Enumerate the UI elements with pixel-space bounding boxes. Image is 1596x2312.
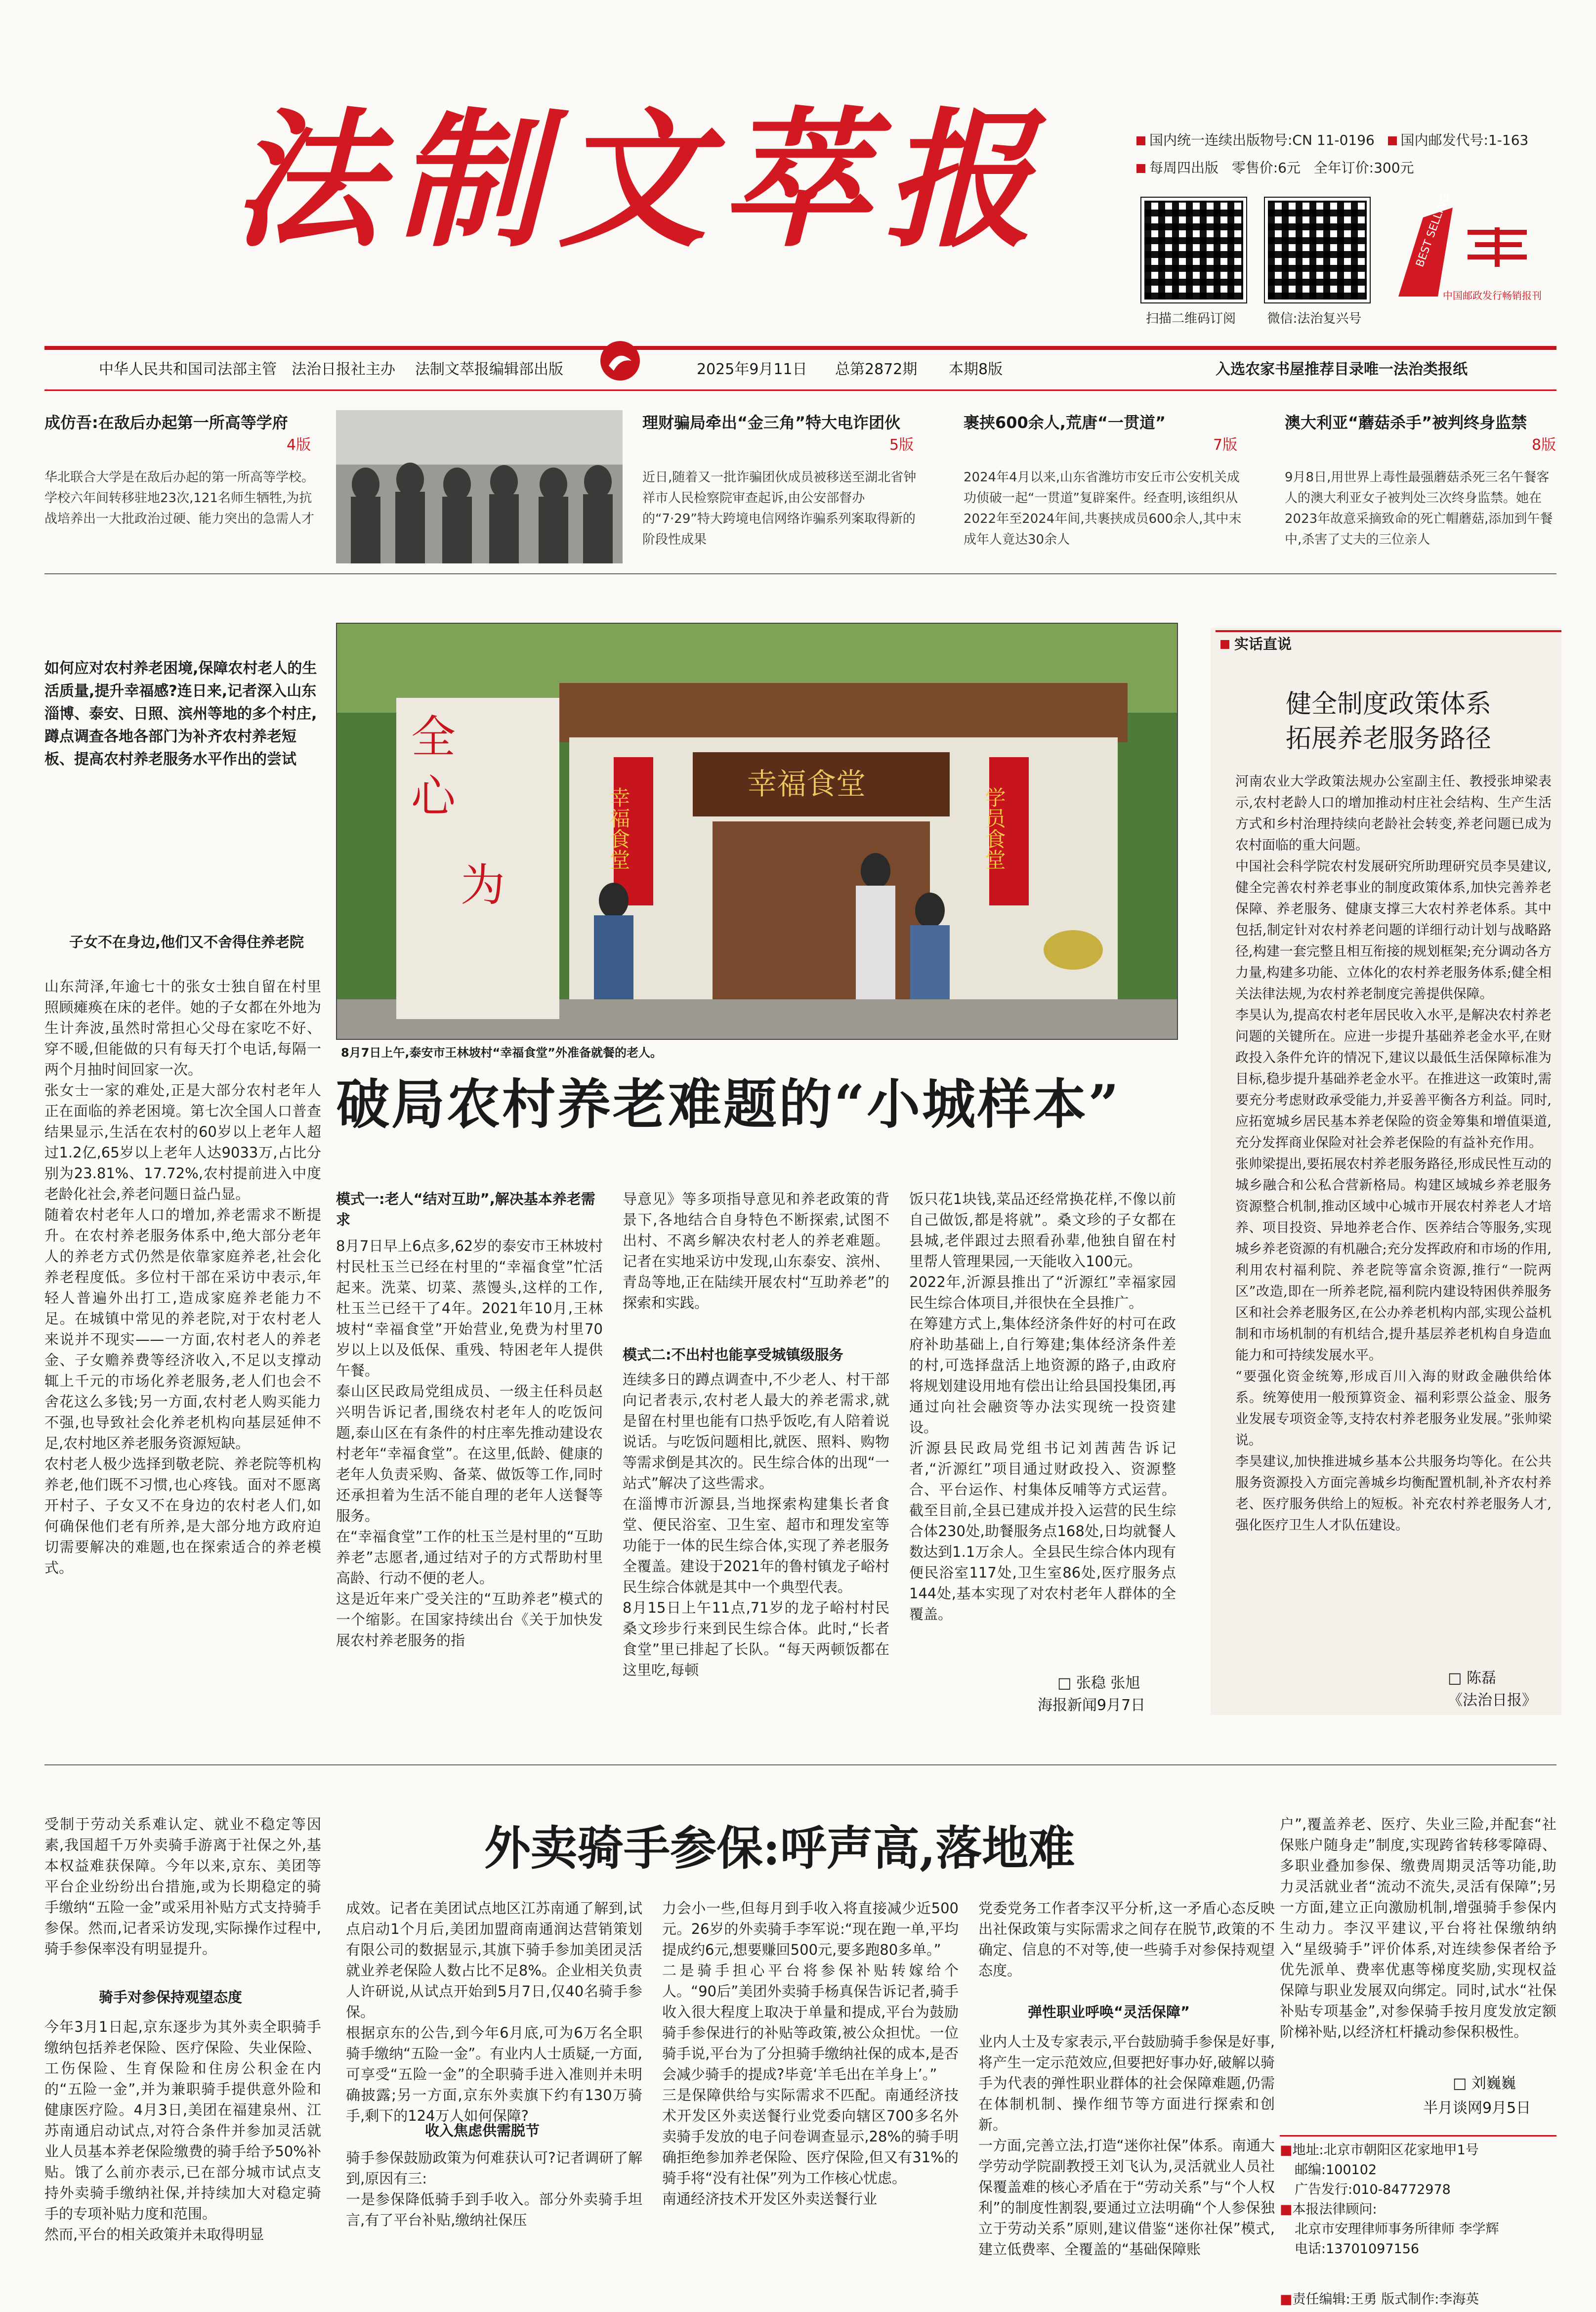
- red-square-icon: [1136, 136, 1145, 145]
- china-post-badge-icon: [1393, 192, 1556, 306]
- subscribe-qr-code[interactable]: [1141, 198, 1246, 302]
- sponsor-paper: 法治日报社主办: [292, 361, 395, 378]
- second-col3: 力会小一些,但每月到手收入将直接减少近500元。26岁的外卖骑手李军说:“现在跑一单,平均提成约6元,想要赚回500元,要多跑80多单。” 二是骑手担心平台将参保补贴转嫁给个人。“90后”美团外卖骑手杨真保告诉记者,骑手收入很大程度上取决于单量和提成,平台为鼓励骑手参保进行的补贴等政策,被公众担忧。一位骑手说,平台为了分担骑手缴纳社保的成本,是否会减少骑手的提成?毕竟‘羊毛出在羊身上’。” 三是保障供给与实际需求不匹配。南通经济技术开发区外卖送餐行业党委向辖区700多名外卖骑手发放的电子问卷调查显示,28%的骑手明确拒绝参加养老保险、医疗保险,但又有31%的骑手将“没有社保”列为工作核心忧虑。 南通经济技术开发区外卖送餐行业: [662, 1900, 959, 2207]
- photo-caption: 8月7日上午,泰安市王林坡村“幸福食堂”外准备就餐的老人。: [341, 1046, 663, 1060]
- second-col1-head: 骑手对参保持观望态度: [99, 1989, 243, 2006]
- paper-info-box: [1280, 2135, 1556, 2285]
- paper-emblem-icon: [598, 339, 642, 383]
- counsel-phone: 电话:13701097156: [1295, 2241, 1420, 2257]
- sidebar-body: 河南农业大学政策法规办公室副主任、教授张坤梁表示,农村老龄人口的增加推动村庄社会结构、生产生活方式和乡村治理持续向老龄社会转变,养老问题已成为农村面临的重大问题。 中国社会科学院农村发展研究所助理研究员李昊建议,健全完善农村养老事业的制度政策体系,加快完善养老保障、养老服务、健康支撑三大农村养老体系。其中包括,制定针对农村养老问题的详细行动计划与战略路径,构建一套完整且相互衔接的规划框架;充分调动各方力量,构建多功能、立体化的农村养老服务体系;健全相关法律法规,为农村养老制度完善提供保障。 李昊认为,提高农村老年居民收入水平,是解决农村养老问题的关键所在。应进一步提升基础养老金水平,在财政投入条件允许的情况下,建议以最低生活保障标准为目标,稳步提升基础养老金水平。在推进这一政策时,需要充分考虑财政承受能力,并妥善平衡各方利益。同时,应拓宽城乡居民基本养老保险的资金筹集和增值渠道,充分发挥商业保险对社会养老保险的有益补充作用。 张帅梁提出,要拓展农村养老服务路径,形成民性互动的城乡融合和公私合营新格局。构建区域城乡养老服务资源整合机制,推动区域中心城市开展农村养老人才培养、项目投资、异地养老合作、医养结合等服务,实现城乡养老资源的有机融合;充分发挥政府和市场的作用,利用农村福利院、养老院等富余资源,推行“一院两区”改造,即在一所养老院,福利院内建设特困供养服务区和社会养老服务区,在公办养老机构内部,实现公益机制和市场机制的有机结合,提升基层养老机构自身造血能力和可持续发展水平。 “要强化资金统筹,形成百川入海的财政金融供给体系。统筹使用一般预算资金、福利彩票公益金、服务业发展专项资金等,支持农村养老服务业发展。”张帅梁说。 李昊建议,加快推进城乡基本公共服务均等化。在公共服务资源投入方面完善城乡均衡配置机制,补齐农村养老、医疗服务供给上的短板。补充农村养老服务人才,强化医疗卫生人才队伍建设。: [1235, 774, 1552, 1533]
- publish-frequency: 每周四出版: [1149, 160, 1219, 176]
- address-text: 地址:北京市朝阳区花家地甲1号: [1292, 2142, 1479, 2158]
- lead-col2-head: 模式一:老人“结对互助”,解决基本养老需求: [336, 1191, 595, 1228]
- divider: [44, 573, 1556, 574]
- counsel-label-row: ■本报法律顾问:: [1280, 2202, 1377, 2217]
- slogan: 入选农家书屋推荐目录唯一法治类报纸: [1216, 361, 1468, 378]
- lead-col3b: 连续多日的蹲点调查中,不少老人、村干部向记者表示,农村老人最大的养老需求,就是留在村里也能有口热乎饭吃,有人陪着说说话。与吃饭问题相比,就医、照料、购物等需求倒是其次的。民生综合体的出现“一站式”解决了这些需求。 在淄博市沂源县,当地探索构建集长者食堂、便民浴室、卫生室、超市和理发室等功能于一体的民生综合体,实现了养老服务全覆盖。建设于2021年的鲁村镇龙子峪村民生综合体就是其中一个典型代表。 8月15日上午11点,71岁的龙子峪村村民桑文珍步行来到民生综合体。此时,“长者食堂”里已排起了长队。“每天两顿饭都在这里吃,每顿: [623, 1371, 889, 1678]
- annual-price: 全年订价:300元: [1313, 160, 1414, 176]
- second-col4-head: 弹性职业呼唤“灵活保障”: [1028, 2004, 1190, 2020]
- second-col2: 成效。记者在美团试点地区江苏南通了解到,试点启动1个月后,美团加盟商南通润达营销策划有限公司的数据显示,其旗下骑手参加美团灵活就业养老保险人数占比不足8%。企业相关负责人许研说,从试点开始到5月7日,仅40名骑手参保。 根据京东的公告,到今年6月底,可为6万名全职骑手缴纳“五险一金”。有业内人士质疑,一方面,可享受“五险一金”的全职骑手进入准则并未明确披露;另一方面,京东外卖旗下约有130万骑手,剩下的124万人如何保障?: [346, 1900, 642, 2124]
- teaser-title-3[interactable]: 裹挟600余人,荒唐“一贯道”: [964, 413, 1166, 432]
- second-col4b: 业内人士及专家表示,平台鼓励骑手参保是好事,将产生一定示范效应,但要把好事办好,破解以骑手为代表的弹性职业群体的社会保障难题,仍需在体制机制、操作细节等方面进行探索和创新。 一方面,完善立法,打造“迷你社保”体系。南通大学劳动学院副教授王刘飞认为,灵活就业人员社保覆盖难的核心矛盾在于“劳动关系”与“个人权利”的制度性割裂,要通过立法明确“个人参保独立于劳动关系”原则,建议借鉴“迷你社保”模式,建立低费率、全覆盖的“基础保障账: [978, 2033, 1275, 2258]
- second-headline: 外卖骑手参保:呼声高,落地难: [484, 1821, 1075, 1876]
- publication-info-bar: [44, 346, 1556, 391]
- teaser-version-3: 7版: [1213, 436, 1238, 454]
- issue-number: 总第2872期: [835, 361, 918, 378]
- second-col2-head: 收入焦虑供需脱节: [425, 2122, 540, 2139]
- teaser-title-4[interactable]: 澳大利亚“蘑菇杀手”被判终身监禁: [1285, 413, 1527, 432]
- postal-tag-text: BEST SELLING: [1414, 192, 1452, 269]
- teaser-title-2[interactable]: 理财骗局牵出“金三角”特大电诈团伙: [642, 413, 901, 432]
- lead-col1: 山东菏泽,年逾七十的张女士独自留在村里照顾瘫痪在床的老伴。她的子女都在外地为生计奔波,虽然时常担心父母在家吃不好、穿不暖,但能做的只有每天打个电话,每隔一两个月抽时间回家一次。 张女士一家的难处,正是大部分农村老年人正在面临的养老困境。第七次全国人口普查结果显示,生活在农村的60岁以上老年人超过1.2亿,65岁以上老年人达9033万,占比分别为23.81%、17.72%,农村提前进入中度老龄化社会,养老问题日益凸显。 随着农村老年人口的增加,养老需求不断提升。在农村养老服务体系中,绝大部分老年人的养老方式仍然是依靠家庭养老,社会化养老程度低。多位村干部在采访中表示,年轻人普遍外出打工,造成家庭养老能力不足。在城镇中常见的养老院,对于农村老人来说并不现实——一方面,农村老人的养老金、子女赡养费等经济收入,不足以支撑动辄上千元的市场化养老服务,老人们也会不舍花这么多钱;另一方面,农村老人购买能力不强,也导致社会化养老机构向基层延伸不足,农村地区养老服务资源短缺。 农村老人极少选择到敬老院、养老院等机构养老,他们既不习惯,也心疼钱。面对不愿离开村子、子女又不在身边的农村老人们,如何确保他们老有所养,是大部分地方政府迫切需要解决的难题,也在探索适合的养老模式。: [44, 978, 321, 1576]
- zip: 邮编:100102: [1295, 2162, 1377, 2178]
- second-col2b: 骑手参保鼓励政策为何难获认可?记者调研了解到,原因有三: 一是参保降低骑手到手收入。部分外卖骑手坦言,有了平台补贴,缴纳社保压: [346, 2149, 642, 2228]
- sign-center: 幸福食堂: [747, 767, 866, 802]
- editor-line: ■责任编辑:王勇 版式制作:李海英: [1280, 2292, 1479, 2307]
- teaser-body-4: 9月8日,用世界上毒性最强蘑菇杀死三名午餐客人的澳大利亚女子被判处三次终身监禁。她在2023年故意采摘致命的死亡帽蘑菇,添加到午餐中,杀害了丈夫的三位亲人: [1285, 470, 1553, 547]
- counsel: 北京市安理律师事务所律师 李学辉: [1295, 2222, 1499, 2237]
- lead-source: 海报新闻9月7日: [1038, 1697, 1146, 1714]
- publication-info-line-2: [1136, 157, 1414, 177]
- editor-text: 责任编辑:王勇 版式制作:李海英: [1292, 2292, 1479, 2307]
- postal-code: 国内邮发代号:1-163: [1400, 132, 1529, 148]
- red-square-icon: [1220, 640, 1229, 649]
- publisher: 法制文萃报编辑部出版: [415, 361, 563, 378]
- svg-text:为: 为: [461, 859, 505, 911]
- sponsor-ministry: 中华人民共和国司法部主管: [99, 361, 277, 378]
- teaser-body-2: 近日,随着又一批诈骗团伙成员被移送至湖北省钟祥市人民检察院审查起诉,由公安部督办的“7·29”特大跨境电信网络诈骗系列案取得新的阶段性成果: [642, 470, 917, 547]
- lead-headline: 破局农村养老难题的“小城样本”: [336, 1073, 1121, 1136]
- teaser-version-1: 4版: [287, 436, 311, 454]
- historic-photo: [336, 410, 623, 563]
- sign-left: 幸福食堂: [606, 787, 631, 870]
- canteen-photo: [336, 623, 1178, 1040]
- second-source: 半月谈网9月5日: [1423, 2099, 1531, 2117]
- photo-wall-text: 全: [411, 711, 456, 763]
- red-square-icon: [1136, 164, 1145, 173]
- teaser-version-2: 5版: [889, 436, 914, 454]
- second-col1: 受制于劳动关系难认定、就业不稳定等因素,我国超千万外卖骑手游离于社保之外,基本权益难获保障。今年以来,京东、美团等平台企业纷纷出台措施,或为长期稳定的骑手缴纳“五险一金”或采用补贴方式支持骑手参保。然而,记者采访发现,实际操作过程中,骑手参保率没有明显提升。: [44, 1816, 321, 1957]
- divider: [44, 1764, 1556, 1765]
- sidebar-byline: □ 陈磊: [1448, 1670, 1496, 1687]
- sidebar-header: [1216, 630, 1561, 657]
- sidebar-source: 《法治日报》: [1448, 1692, 1537, 1709]
- sidebar-title-1: 健全制度政策体系: [1285, 689, 1491, 719]
- publication-info-line-1: [1136, 129, 1528, 149]
- retail-price: 零售价:6元: [1231, 160, 1301, 176]
- wechat-qr-code[interactable]: [1265, 198, 1370, 302]
- lead-col4: 饭只花1块钱,菜品还经常换花样,不像以前自己做饭,都是将就”。桑文珍的子女都在县城,老伴跟过去照看孙辈,他独自留在村里帮人管理果园,一天能收入100元。 2022年,沂源县推出了“沂源红”幸福家园民生综合体项目,并很快在全县推广。 在筹建方式上,集体经济条件好的村可在政府补助基础上,自行筹建;集体经济条件差的村,可选择盘活上地资源的路子,由政府将规划建设用地有偿出让给县国投集团,再通过向社会融资等办法实现统一投资建设。 沂源县民政局党组书记刘茜茜告诉记者,“沂源红”项目通过财政投入、资源整合、平台运作、村集体反哺等方式运营。截至目前,全县已建成并投入运营的民生综合体230处,助餐服务点168处,日均就餐人数达到1.1万余人。全县民生综合体内现有便民浴室117处,卫生室86处,医疗服务点144处,基本实现了对农村老年人群体的全覆盖。: [909, 1191, 1176, 1623]
- lead-col3: 导意见》等多项指导意见和养老政策的背景下,各地结合自身特色不断探索,试图不出村、不离乡解决农村老人的养老难题。记者在实地采访中发现,山东泰安、滨州、青岛等地,正在陆续开展农村“互助养老”的探索和实践。: [623, 1191, 889, 1311]
- second-byline: □ 刘巍巍: [1453, 2075, 1516, 2092]
- counsel-label: 本报法律顾问:: [1292, 2202, 1377, 2217]
- lead-col1-head: 子女不在身边,他们又不舍得住养老院: [69, 934, 304, 950]
- page-count: 本期8版: [949, 361, 1003, 378]
- lead-col2: 8月7日早上6点多,62岁的泰安市王林坡村村民杜玉兰已经在村里的“幸福食堂”忙活起来。洗菜、切菜、蒸馒头,这样的工作,杜玉兰已经干了4年。2021年10月,王林坡村“幸福食堂”开始营业,免费为村里70岁以上以及低保、重残、特困老年人提供午餐。 泰山区民政局党组成员、一级主任科员赵兴明告诉记者,围绕农村老年人的吃饭问题,泰山区在有条件的村庄率先推动建设农村老年“幸福食堂”。在这里,低龄、健康的老年人负责采购、备菜、做饭等工作,同时还承担着为生活不能自理的老年人送餐等服务。 在“幸福食堂”工作的杜玉兰是村里的“互助养老”志愿者,通过结对子的方式帮助村里高龄、行动不便的老人。 这是近年来广受关注的“互助养老”模式的一个缩影。在国家持续出台《关于加快发展农村养老服务的指: [336, 1238, 603, 1649]
- serial-number: 国内统一连续出版物号:CN 11-0196: [1149, 132, 1375, 148]
- qr2-caption: 微信:法治复兴号: [1267, 311, 1362, 326]
- second-col5: 户”,覆盖养老、医疗、失业三险,并配套“社保账户随身走”制度,实现跨省转移零障碍、多职业叠加参保、缴费周期灵活等功能,助力灵活就业者“流动不流失,灵活有保障”;另一方面,建立正向激励机制,增强骑手参保内生动力。李汉平建议,平台将社保缴纳纳入“星级骑手”评价体系,对连续参保者给予优先派单、费率优惠等梯度奖励,实现权益保障与职业发展双向绑定。同时,试水“社保补贴专项基金”,对参保骑手按月度发放定额阶梯补贴,以经济杠杆撬动参保积极性。: [1280, 1816, 1556, 2040]
- lead-byline: □ 张稳 张旭: [1057, 1674, 1140, 1692]
- address: ■地址:北京市朝阳区花家地甲1号: [1280, 2142, 1479, 2158]
- teaser-body-1: 华北联合大学是在敌后办起的第一所高等学校。学校六年间转移驻地23次,121名师生牺牲,为抗战培养出一大批政治过硬、能力突出的急需人才: [44, 470, 315, 526]
- sidebar-title-2: 拓展养老服务路径: [1285, 724, 1491, 754]
- teaser-body-3: 2024年4月以来,山东省潍坊市安丘市公安机关成功侦破一起“一贯道”复辟案件。经查明,该组织从2022年至2024年间,共裹挟成员600余人,其中末成年人竟达30余人: [964, 470, 1242, 547]
- second-col1b: 今年3月1日起,京东逐步为其外卖全职骑手缴纳包括养老保险、医疗保险、失业保险、工伤保险、生育保险和住房公积金在内的“五险一金”,并为兼职骑手提供意外险和健康医疗险。4月3日,美团在福建泉州、江苏南通启动试点,对符合条件并参加灵活就业人员基本养老保险缴费的骑手给予50%补贴。饿了么前亦表示,已在部分城市试点支持外卖骑手缴纳社保,并持续加大对稳定骑手的专项补贴力度和范围。 然而,平台的相关政策并未取得明显: [44, 2018, 321, 2243]
- lead-intro: 如何应对农村养老困境,保障农村老人的生活质量,提升幸福感?连日来,记者深入山东淄博、泰安、日照、滨州等地的多个村庄,蹲点调查各地各部门为补齐农村养老短板、提高农村养老服务水平作出的尝试: [44, 660, 317, 768]
- newspaper-logo-title: 法制文萃报: [232, 93, 1048, 267]
- sidebar-section: 实话直说: [1234, 636, 1292, 652]
- teaser-version-4: 8版: [1532, 436, 1556, 454]
- ad-phone: 广告发行:010-84772978: [1295, 2182, 1451, 2197]
- qr1-caption: 扫描二维码订阅: [1145, 311, 1236, 326]
- sign-right: 学员食堂: [982, 787, 1007, 870]
- teaser-title-1[interactable]: 成仿吾:在敌后办起第一所高等学府: [44, 413, 288, 432]
- red-square-icon: [1388, 136, 1397, 145]
- postal-badge-text: 中国邮政发行畅销报刊: [1443, 290, 1542, 301]
- lead-col3-head: 模式二:不出村也能享受城镇级服务: [623, 1346, 843, 1363]
- svg-text:心: 心: [411, 771, 456, 822]
- second-col4: 党委党务工作者李汉平分析,这一矛盾心态反映出社保政策与实际需求之间存在脱节,政策的不确定、信息的不对等,使一些骑手对参保持观望态度。: [978, 1900, 1275, 1979]
- issue-date: 2025年9月11日: [697, 361, 807, 378]
